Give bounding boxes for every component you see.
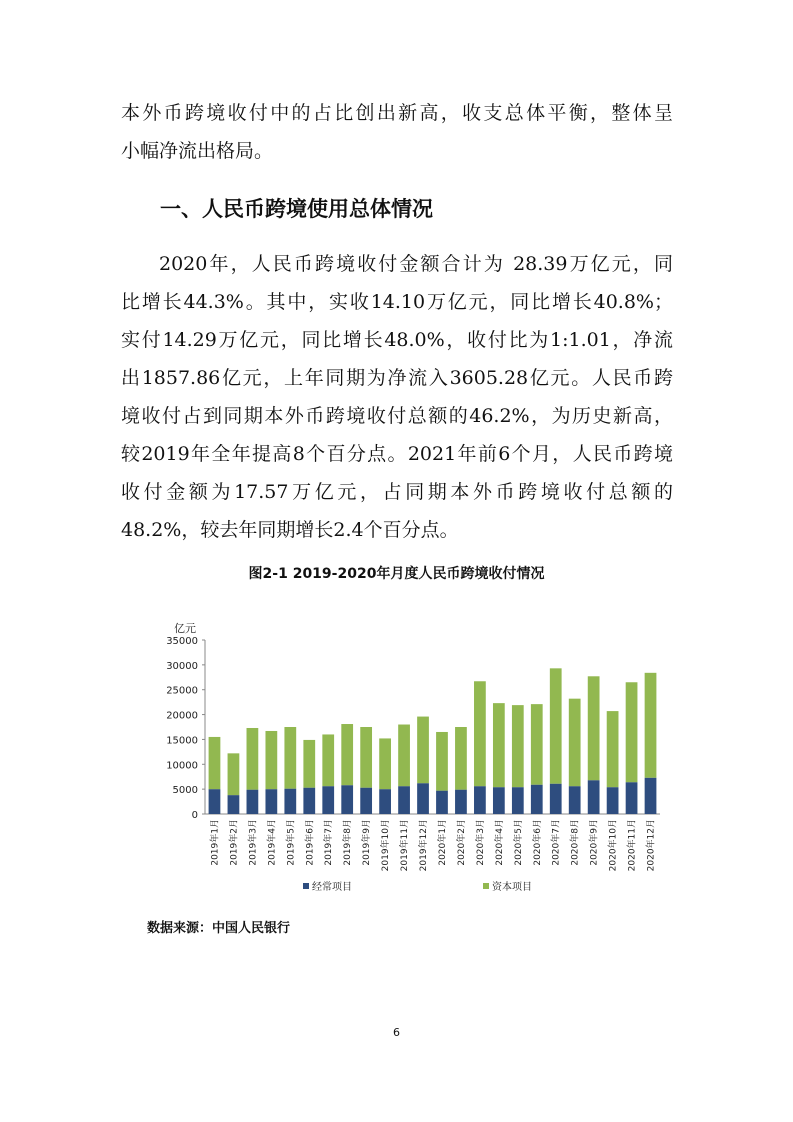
figure-caption: 图2-1 2019-2020年月度人民币跨境收付情况 [248, 566, 545, 582]
bar-segment [341, 785, 353, 814]
bar-segment [265, 789, 277, 814]
bar-segment [493, 787, 505, 814]
body-line: 实付14.29万亿元，同比增长48.0%，收付比为1:1.01，净流 [121, 329, 673, 351]
body-line: 境收付占到同期本外币跨境收付总额的46.2%，为历史新高， [121, 405, 673, 427]
x-tick-label: 2019年3月 [248, 819, 259, 866]
bar-segment [550, 668, 562, 783]
x-tick-label: 2020年5月 [513, 819, 524, 866]
body-line: 收付金额为17.57万亿元，占同期本外币跨境收付总额的 [121, 481, 673, 503]
bar-segment [645, 673, 657, 778]
bar-segment [531, 785, 543, 814]
bar-segment [360, 788, 372, 814]
x-tick-label: 2019年7月 [324, 819, 335, 866]
bar-segment [247, 728, 259, 790]
x-tick-label: 2019年5月 [286, 819, 297, 866]
bar-segment [569, 786, 581, 814]
body-line: 出1857.86亿元，上年同期为净流入3605.28亿元。人民币跨 [121, 367, 673, 389]
x-tick-label: 2020年11月 [627, 819, 638, 872]
bar-segment [607, 787, 619, 814]
x-tick-label: 2019年1月 [210, 819, 221, 866]
x-tick-label: 2019年6月 [305, 819, 316, 866]
legend-label: 资本项目 [492, 882, 532, 893]
bar-segment [569, 699, 581, 786]
x-tick-label: 2019年9月 [362, 819, 373, 866]
bar-segment [379, 738, 391, 789]
y-tick-label: 25000 [166, 685, 198, 697]
x-tick-label: 2020年3月 [475, 819, 486, 866]
bar-segment [493, 703, 505, 787]
bar-segment [455, 727, 467, 790]
page-number: 6 [393, 1026, 400, 1039]
bar-segment [322, 786, 334, 814]
bar-segment [436, 791, 448, 814]
bar-segment [209, 789, 221, 814]
intro-paragraph [121, 94, 673, 170]
bar-segment [322, 734, 334, 786]
bar-segment [341, 724, 353, 785]
bar-segment [417, 783, 429, 814]
body-line: 较2019年全年提高8个百分点。2021年前6个月，人民币跨境 [121, 443, 673, 465]
bar-segment [550, 784, 562, 814]
bar-segment [284, 727, 296, 789]
legend-label: 经常项目 [312, 882, 352, 893]
bar-segment [645, 778, 657, 814]
x-tick-label: 2019年10月 [381, 819, 392, 872]
x-tick-label: 2019年11月 [400, 819, 411, 872]
bar-segment [398, 725, 410, 787]
legend-swatch [303, 883, 309, 889]
y-tick-label: 30000 [166, 660, 198, 672]
y-tick-label: 35000 [166, 636, 198, 647]
bar-segment [455, 790, 467, 814]
x-tick-label: 2019年4月 [267, 819, 278, 866]
bar-segment [265, 731, 277, 789]
intro-line: 本外币跨境收付中的占比创出新高，收支总体平衡，整体呈 [121, 102, 673, 124]
x-tick-label: 2019年12月 [419, 819, 430, 872]
x-tick-label: 2020年8月 [570, 819, 581, 866]
body-line: 48.2%，较去年同期增长2.4个百分点。 [121, 519, 459, 541]
bar-segment [607, 711, 619, 787]
y-tick-label: 10000 [166, 760, 198, 772]
bar-segment [228, 753, 240, 795]
bar-segment [417, 717, 429, 784]
bar-segment [531, 704, 543, 785]
bar-segment [626, 782, 638, 814]
bar-segment [379, 789, 391, 814]
bar-segment [228, 795, 240, 814]
bar-segment [512, 787, 524, 814]
bar-segment [303, 740, 315, 788]
legend-swatch [483, 883, 489, 889]
x-tick-label: 2020年4月 [494, 819, 505, 866]
body-paragraph [121, 245, 673, 549]
x-tick-label: 2020年6月 [532, 819, 543, 866]
x-tick-label: 2020年12月 [646, 819, 657, 872]
y-axis-unit-label: 亿元 [174, 622, 196, 635]
y-tick-label: 15000 [166, 735, 198, 747]
x-tick-label: 2020年7月 [551, 819, 562, 866]
bar-segment [626, 682, 638, 782]
source-note: 数据来源：中国人民银行 [147, 921, 291, 936]
x-tick-label: 2020年2月 [456, 819, 467, 866]
x-tick-label: 2020年1月 [437, 819, 448, 866]
bar-segment [512, 705, 524, 787]
section-heading: 一、人民币跨境使用总体情况 [160, 197, 433, 221]
intro-line: 小幅净流出格局。 [121, 140, 274, 162]
body-line: 2020年，人民币跨境收付金额合计为 28.39万亿元，同 [159, 253, 673, 275]
bar-segment [588, 780, 600, 814]
bar-segment [588, 676, 600, 780]
y-tick-label: 5000 [172, 785, 198, 797]
bar-segment [209, 737, 221, 789]
bar-segment [360, 727, 372, 788]
bar-segment [284, 789, 296, 814]
bar-segment [247, 790, 259, 814]
bar-segment [398, 786, 410, 814]
body-line: 比增长44.3%。其中，实收14.10万亿元，同比增长40.8%； [121, 291, 673, 313]
y-tick-label: 20000 [166, 710, 198, 722]
bar-segment [474, 681, 486, 786]
bar-segment [303, 788, 315, 814]
x-tick-label: 2020年9月 [589, 819, 600, 866]
x-tick-label: 2019年2月 [229, 819, 240, 866]
bar-segment [474, 786, 486, 814]
bar-segment [436, 732, 448, 791]
x-tick-label: 2019年8月 [343, 819, 354, 866]
x-tick-label: 2020年10月 [608, 819, 619, 872]
y-tick-label: 0 [191, 810, 198, 821]
stacked-bar-chart [140, 612, 670, 907]
